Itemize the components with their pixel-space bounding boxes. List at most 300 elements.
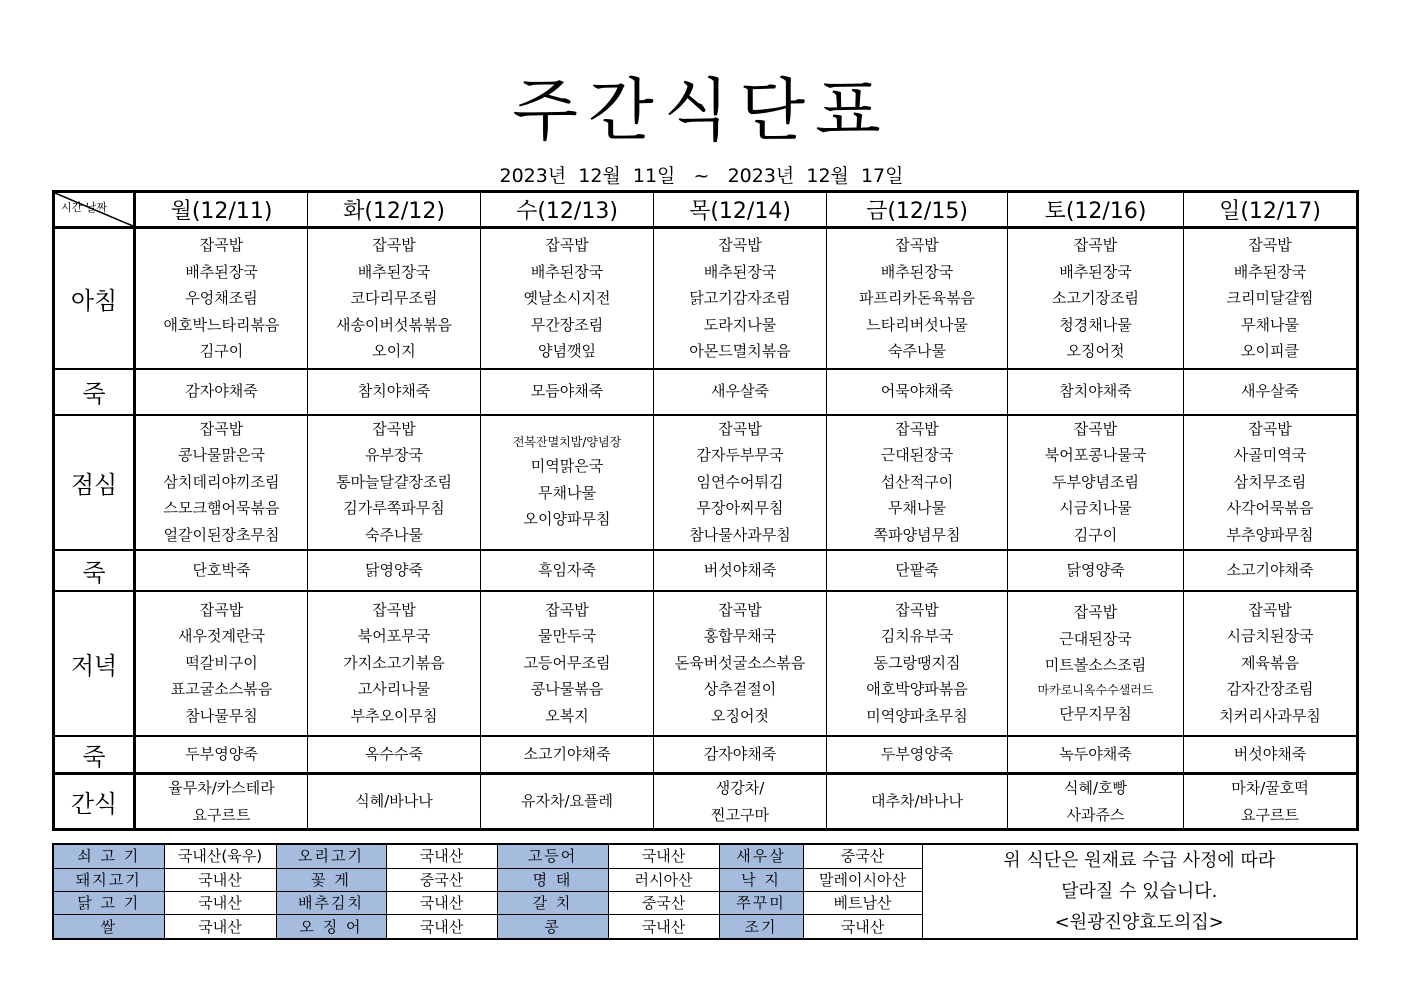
dish-list: [308, 378, 480, 405]
origin-country: 국내산: [164, 868, 276, 891]
dish-item: 요구르트: [192, 805, 251, 824]
dish-item: 감자야채죽: [703, 745, 777, 763]
dish-list: [827, 788, 1007, 815]
dish-item: 근대된장국: [880, 446, 954, 465]
dish-item: 마카로니옥수수샐러드: [1037, 682, 1154, 697]
dish-item: 새우살죽: [1241, 382, 1299, 401]
dish-item: 두부영양죽: [880, 745, 954, 763]
dish-item: 잡곡밥: [895, 600, 939, 619]
dish-item: 율무차/카스테라: [168, 779, 275, 797]
dish-list: [654, 557, 826, 584]
dish-item: 새우젓계란국: [178, 627, 265, 646]
menu-cell: [1184, 369, 1358, 415]
dish-list: [654, 741, 826, 768]
dish-item: 애호박양파볶음: [866, 680, 968, 699]
menu-cell: [1184, 591, 1358, 736]
notice-cell: [922, 844, 1357, 939]
dish-item: 무채나물: [538, 483, 596, 502]
menu-cell: [827, 736, 1008, 774]
menu-cell: [308, 369, 481, 415]
dish-item: 무채나물: [888, 499, 946, 518]
menu-cell: [1184, 415, 1358, 550]
dish-list: [481, 378, 653, 405]
dish-item: 옛날소시지전: [523, 289, 611, 307]
dish-item: 김구이: [199, 342, 244, 360]
menu-cell: [308, 774, 481, 830]
meal-label: 점심: [54, 415, 135, 550]
dish-item: 돈육버섯굴소스볶음: [674, 653, 806, 672]
dish-item: 오이피클: [1241, 342, 1299, 360]
dish-item: 두부영양죽: [185, 745, 258, 763]
menu-cell: [1008, 736, 1184, 774]
dish-item: 요구르트: [1241, 805, 1299, 824]
dish-item: 잡곡밥: [895, 236, 939, 254]
menu-cell: [308, 550, 481, 591]
dish-list: [308, 557, 480, 584]
dish-item: 우엉채조림: [185, 289, 258, 307]
menu-cell: [308, 736, 481, 774]
dish-item: 배추된장국: [880, 262, 954, 281]
ingredient-name: 쭈꾸미: [719, 891, 803, 914]
dish-item: 잡곡밥: [718, 236, 762, 254]
dish-list: [1008, 741, 1183, 768]
porridge-row: [54, 369, 1358, 415]
dish-item: 닭고기감자조림: [689, 289, 791, 307]
menu-cell: [135, 228, 308, 369]
menu-cell: [481, 369, 654, 415]
menu-cell: [1008, 550, 1184, 591]
dish-item: 콩나물맑은국: [178, 446, 265, 465]
dish-list: [1008, 599, 1183, 727]
origin-country: 국내산: [164, 891, 276, 914]
notice-line: 위 식단은 원재료 수급 사정에 따라: [1003, 850, 1276, 871]
dish-item: 찐고구마: [711, 805, 769, 824]
ingredient-name: 오리고기: [276, 844, 386, 868]
dish-item: 잡곡밥: [545, 600, 589, 619]
dish-item: 떡갈비구이: [185, 653, 258, 672]
dish-list: [1184, 378, 1356, 405]
dish-item: 잡곡밥: [1248, 419, 1292, 438]
origin-body: [53, 844, 1357, 939]
dish-item: 잡곡밥: [1073, 236, 1118, 254]
dish-list: [654, 416, 826, 549]
dish-item: 미트볼소스조림: [1044, 656, 1147, 674]
dish-item: 도라지나물: [703, 315, 777, 334]
dish-item: 코다리무조림: [350, 289, 438, 307]
day-header: 일(12/17): [1184, 192, 1358, 228]
dish-item: 홍합무채국: [703, 627, 777, 646]
dish-item: 느타리버섯나물: [866, 315, 968, 334]
dish-item: 청경채나물: [1059, 315, 1132, 334]
dish-item: 부추양파무침: [1226, 525, 1314, 544]
dish-item: 크리미달걀찜: [1226, 289, 1314, 307]
menu-cell: [135, 591, 308, 736]
dish-item: 북어포무국: [357, 627, 431, 646]
menu-body: [54, 228, 1358, 830]
dish-list: [136, 378, 307, 405]
lunch-row: [54, 415, 1358, 550]
dish-item: 얼갈이된장초무침: [163, 525, 280, 544]
dish-item: 잡곡밥: [372, 600, 416, 619]
dish-item: 근대된장국: [1059, 629, 1132, 648]
dish-list: [827, 416, 1007, 549]
menu-cell: [1008, 228, 1184, 369]
dinner-row: [54, 591, 1358, 736]
origin-country: 국내산(육우): [164, 844, 276, 868]
corner-header-cell: [54, 192, 135, 228]
origin-country: 국내산: [164, 915, 276, 939]
dish-item: 어묵야채죽: [880, 382, 954, 401]
dish-item: 감자간장조림: [1226, 680, 1314, 699]
dish-item: 부추오이무침: [350, 706, 438, 725]
dish-item: 북어포콩나물국: [1044, 446, 1147, 465]
origin-table: [52, 843, 1358, 940]
menu-cell: [1008, 415, 1184, 550]
dish-item: 미역양파초무침: [866, 706, 968, 725]
menu-cell: [481, 415, 654, 550]
meal-label: 죽: [54, 550, 135, 591]
dish-list: [136, 775, 307, 828]
menu-cell: [654, 591, 827, 736]
dish-item: 새우살죽: [711, 382, 769, 401]
dish-item: 전복잔멸치밥/양념장: [512, 435, 622, 450]
dish-item: 치커리사과무침: [1219, 706, 1321, 725]
dish-item: 상추겉절이: [703, 680, 777, 699]
dish-item: 콩나물볶음: [530, 680, 604, 699]
ingredient-name: 배추김치: [276, 891, 386, 914]
dish-list: [481, 741, 653, 768]
dish-item: 새송이버섯볶볶음: [336, 315, 452, 334]
menu-cell: [827, 415, 1008, 550]
dish-item: 잡곡밥: [372, 236, 416, 254]
dish-item: 김가루쪽파무침: [343, 499, 445, 518]
menu-cell: [1184, 550, 1358, 591]
menu-cell: [827, 369, 1008, 415]
dish-item: 동그랑땡지짐: [873, 653, 961, 672]
dish-item: 가지소고기볶음: [343, 653, 445, 672]
menu-cell: [654, 774, 827, 830]
dish-item: 잡곡밥: [895, 419, 939, 438]
dish-item: 닭영양죽: [1066, 560, 1125, 579]
dish-item: 버섯야채죽: [1233, 745, 1307, 763]
dish-list: [136, 416, 307, 549]
snack-row: [54, 774, 1358, 830]
dish-list: [308, 741, 480, 768]
dish-item: 파프리카돈육볶음: [859, 289, 975, 307]
dish-item: 잡곡밥: [199, 600, 244, 619]
dish-list: [1008, 557, 1183, 584]
ingredient-name: 갈 치: [497, 891, 608, 914]
ingredient-name: 오 징 어: [276, 915, 386, 939]
ingredient-name: 쇠 고 기: [53, 844, 164, 868]
origin-country: 국내산: [608, 915, 719, 939]
dish-item: 섭산적구이: [880, 472, 954, 491]
dish-item: 무간장조림: [530, 315, 604, 334]
dish-item: 잡곡밥: [545, 236, 589, 254]
dish-list: [654, 378, 826, 405]
origin-country: 베트남산: [803, 891, 922, 914]
dish-item: 단호박죽: [192, 560, 251, 579]
dish-item: 임연수어튀김: [696, 472, 784, 491]
menu-cell: [1008, 774, 1184, 830]
menu-cell: [481, 774, 654, 830]
dish-item: 소고기야채죽: [523, 745, 611, 763]
menu-cell: [135, 415, 308, 550]
dish-item: 숙주나물: [365, 525, 423, 544]
dish-list: [136, 232, 307, 365]
dish-list: [308, 597, 480, 730]
dish-item: 생강차/: [715, 779, 765, 797]
dish-item: 배추된장국: [1233, 262, 1307, 281]
dish-item: 통마늘달걀장조림: [336, 472, 452, 491]
dish-item: 배추된장국: [1059, 262, 1132, 281]
menu-cell: [308, 591, 481, 736]
dish-list: [481, 788, 653, 815]
dish-item: 감자야채죽: [185, 382, 258, 401]
dish-item: 표고굴소스볶음: [170, 680, 273, 699]
menu-cell: [135, 550, 308, 591]
dish-item: 마차/꿀호떡: [1231, 779, 1309, 797]
menu-cell: [308, 228, 481, 369]
dish-list: [654, 775, 826, 828]
dish-item: 녹두야채죽: [1059, 745, 1132, 763]
meal-label: 저녁: [54, 591, 135, 736]
day-header: 화(12/12): [308, 192, 481, 228]
dish-item: 아몬드멸치볶음: [689, 342, 791, 360]
dish-list: [136, 741, 307, 768]
dish-item: 오이양파무침: [523, 510, 611, 529]
ingredient-name: 콩: [497, 915, 608, 939]
dish-item: 김구이: [1073, 525, 1118, 544]
dish-item: 사과쥬스: [1066, 805, 1125, 824]
dish-item: 잡곡밥: [1248, 236, 1292, 254]
origin-country: 국내산: [608, 844, 719, 868]
day-header: 월(12/11): [135, 192, 308, 228]
menu-cell: [827, 774, 1008, 830]
day-header: 토(12/16): [1008, 192, 1184, 228]
dish-item: 삼치무조림: [1233, 472, 1307, 491]
dish-list: [136, 557, 307, 584]
menu-cell: [308, 415, 481, 550]
dish-item: 물만두국: [538, 627, 596, 646]
origin-country: 말레이시아산: [803, 868, 922, 891]
dish-item: 배추된장국: [530, 262, 604, 281]
dish-item: 잡곡밥: [718, 419, 762, 438]
dish-item: 김치유부국: [880, 627, 954, 646]
menu-cell: [827, 228, 1008, 369]
dish-item: 참나물무침: [185, 706, 258, 725]
dish-item: 시금치된장국: [1226, 627, 1314, 646]
menu-cell: [1184, 228, 1358, 369]
dish-item: 닭영양죽: [365, 560, 423, 579]
menu-cell: [1184, 736, 1358, 774]
dish-list: [481, 232, 653, 365]
dish-item: 옥수수죽: [365, 745, 423, 763]
dish-item: 식혜/호빵: [1063, 779, 1127, 797]
dish-item: 흑임자죽: [538, 560, 596, 579]
dish-list: [827, 557, 1007, 584]
page-title: 주간식단표: [512, 72, 891, 151]
porridge-row: [54, 550, 1358, 591]
porridge-row: [54, 736, 1358, 774]
origin-country: 중국산: [386, 868, 497, 891]
dish-list: [481, 431, 653, 533]
dish-list: [1184, 557, 1356, 584]
dish-list: [308, 232, 480, 365]
origin-country: 국내산: [386, 891, 497, 914]
dish-item: 양념깻잎: [538, 342, 596, 360]
dish-item: 잡곡밥: [1073, 419, 1118, 438]
menu-cell: [654, 736, 827, 774]
ingredient-name: 낙 지: [719, 868, 803, 891]
notice-line: <원광진양효도의집>: [1054, 912, 1224, 933]
dish-list: [481, 557, 653, 584]
dish-item: 스모크햄어묵볶음: [163, 499, 280, 518]
dish-item: 잡곡밥: [199, 419, 244, 438]
breakfast-row: [54, 228, 1358, 369]
dish-item: 사골미역국: [1233, 446, 1307, 465]
dish-item: 오징어젓: [1066, 342, 1125, 360]
dish-item: 무채나물: [1241, 315, 1299, 334]
dish-item: 잡곡밥: [1073, 603, 1118, 621]
ingredient-name: 새우살: [719, 844, 803, 868]
dish-list: [827, 597, 1007, 730]
dish-item: 감자두부무국: [696, 446, 784, 465]
dish-list: [1008, 232, 1183, 365]
ingredient-name: 꽃 게: [276, 868, 386, 891]
dish-list: [827, 232, 1007, 365]
menu-cell: [654, 369, 827, 415]
dish-item: 제육볶음: [1241, 653, 1299, 672]
dish-item: 유부장국: [365, 446, 423, 465]
day-header: 목(12/14): [654, 192, 827, 228]
origin-country: 중국산: [803, 844, 922, 868]
dish-item: 배추된장국: [185, 262, 258, 281]
meal-label: 간식: [54, 774, 135, 830]
origin-country: 국내산: [386, 915, 497, 939]
dish-item: 참치야채죽: [1059, 382, 1132, 401]
dish-list: [1184, 416, 1356, 549]
dish-item: 모듬야채죽: [530, 382, 604, 401]
dish-item: 삼치데리야끼조림: [163, 472, 280, 491]
dish-list: [827, 378, 1007, 405]
menu-cell: [1008, 591, 1184, 736]
menu-cell: [1184, 774, 1358, 830]
origin-country: 러시아산: [608, 868, 719, 891]
dish-list: [1184, 775, 1356, 828]
day-header-row: [54, 192, 1358, 228]
dish-item: 단팥죽: [895, 560, 939, 579]
dish-item: 애호박느타리볶음: [163, 315, 280, 334]
dish-item: 시금치나물: [1059, 499, 1132, 518]
dish-item: 참나물사과무침: [689, 525, 791, 544]
corner-label: 시간 날짜: [61, 201, 108, 214]
dish-list: [1008, 416, 1183, 549]
dish-item: 무장아찌무침: [696, 499, 784, 518]
dish-item: 오복지: [545, 706, 589, 725]
menu-cell: [481, 550, 654, 591]
dish-item: 오징어젓: [711, 706, 769, 725]
menu-cell: [135, 369, 308, 415]
dish-list: [136, 597, 307, 730]
dish-item: 오이지: [372, 342, 416, 360]
meal-label: 죽: [54, 369, 135, 415]
dish-item: 소고기야채죽: [1226, 560, 1314, 579]
dish-list: [1184, 232, 1356, 365]
menu-cell: [481, 228, 654, 369]
dish-item: 대추차/바나나: [871, 792, 963, 811]
meal-label: 아침: [54, 228, 135, 369]
origin-country: 중국산: [608, 891, 719, 914]
dish-item: 고등어무조림: [523, 653, 611, 672]
dish-item: 소고기장조림: [1052, 289, 1139, 307]
meal-label: 죽: [54, 736, 135, 774]
date-range: 2023년 12월 11일 ~ 2023년 12월 17일: [499, 165, 904, 187]
origin-country: 국내산: [803, 915, 922, 939]
dish-list: [827, 741, 1007, 768]
menu-cell: [481, 591, 654, 736]
dish-item: 사각어묵볶음: [1226, 499, 1314, 518]
day-header: 금(12/15): [827, 192, 1008, 228]
dish-item: 미역맑은국: [530, 457, 604, 476]
dish-list: [308, 788, 480, 815]
weekly-menu-table: [52, 190, 1359, 831]
dish-item: 배추된장국: [357, 262, 431, 281]
dish-item: 잡곡밥: [1248, 600, 1292, 619]
dish-list: [654, 597, 826, 730]
ingredient-name: 돼지고기: [53, 868, 164, 891]
dish-list: [654, 232, 826, 365]
menu-cell: [654, 550, 827, 591]
menu-cell: [827, 550, 1008, 591]
dish-list: [1008, 378, 1183, 405]
dish-list: [1008, 775, 1183, 828]
menu-cell: [827, 591, 1008, 736]
dish-list: [1184, 597, 1356, 730]
ingredient-name: 명 태: [497, 868, 608, 891]
day-header: 수(12/13): [481, 192, 654, 228]
dish-item: 잡곡밥: [718, 600, 762, 619]
dish-item: 잡곡밥: [199, 236, 244, 254]
menu-cell: [481, 736, 654, 774]
dish-item: 두부양념조림: [1052, 472, 1139, 491]
dish-item: 고사리나물: [357, 680, 431, 699]
menu-cell: [654, 415, 827, 550]
dish-item: 숙주나물: [888, 342, 946, 360]
dish-item: 참치야채죽: [357, 382, 431, 401]
dish-item: 쪽파양념무침: [873, 525, 961, 544]
ingredient-name: 쌀: [53, 915, 164, 939]
dish-item: 버섯야채죽: [703, 560, 777, 579]
dish-item: 단무지무침: [1059, 704, 1132, 723]
dish-item: 유자차/요플레: [521, 792, 613, 811]
menu-cell: [1008, 369, 1184, 415]
dish-list: [1184, 741, 1356, 768]
origin-row: [53, 844, 1357, 868]
dish-item: 잡곡밥: [372, 419, 416, 438]
dish-list: [308, 416, 480, 549]
menu-cell: [135, 736, 308, 774]
ingredient-name: 고등어: [497, 844, 608, 868]
menu-cell: [654, 228, 827, 369]
dish-item: 배추된장국: [703, 262, 777, 281]
dish-item: 식혜/바나나: [355, 792, 433, 811]
menu-cell: [135, 774, 308, 830]
dish-list: [481, 597, 653, 730]
ingredient-name: 닭 고 기: [53, 891, 164, 914]
ingredient-name: 조기: [719, 915, 803, 939]
origin-country: 국내산: [386, 844, 497, 868]
